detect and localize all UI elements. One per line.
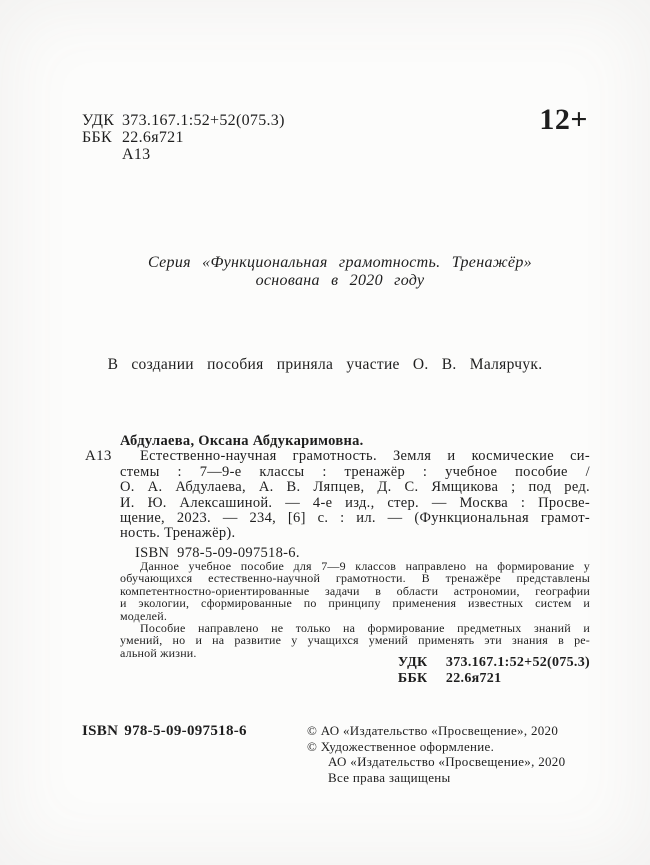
annotation-line: Данное учебное пособие для 7—9 классов направлено на формирование у [140, 559, 590, 573]
udk-line [82, 112, 285, 129]
series-line-1: Серия «Функциональная грамотность. Тренажёр» [148, 254, 532, 271]
udk-label: УДК [397, 655, 428, 670]
copyright-line: Все права защищены [328, 769, 451, 785]
catalog-entry [85, 433, 590, 561]
copyright-block [307, 723, 565, 785]
udk-value: 373.167.1:52+52(075.3) [445, 655, 590, 670]
catalog-entry-line: И. Ю. Алексашиной. — 4-е изд., стер. — Москва : Просве- [120, 494, 590, 511]
bottom-classifier-block [398, 655, 590, 686]
catalog-entry-author: Абдулаева, Оксана Абдукаримовна. [120, 433, 364, 449]
bbk-line-bottom [398, 671, 590, 687]
bbk-label: ББК [82, 129, 112, 146]
series-line-2: основана в 2020 году [255, 272, 425, 289]
series-note [30, 254, 650, 290]
author-code-line [82, 146, 285, 163]
catalog-entry-code: А13 [85, 448, 112, 465]
annotation-line: обучающихся естественно-научной грамотности. В тренажёре представлены [120, 571, 590, 586]
annotation-line: моделей. [120, 608, 168, 623]
copyright-line: © Художественное оформление. [307, 738, 495, 754]
catalog-entry-line: стемы : 7—9-е классы : тренажёр : учебное пособие / [120, 463, 590, 480]
copyright-line: © АО «Издательство «Просвещение», 2020 [307, 723, 559, 738]
catalog-entry-line: О. А. Абдулаева, А. В. Ляпцев, Д. С. Ямщикова ; под ред. [120, 479, 590, 496]
age-rating-badge: 12+ [539, 103, 588, 136]
catalog-entry-isbn: ISBN 978-5-09-097518-6. [135, 544, 300, 561]
top-classifier-block [82, 112, 285, 163]
annotation-line: альной жизни. [120, 645, 197, 660]
annotation-line: умений, но и на развитие у учащихся умений применять эти знания в ре- [120, 633, 590, 648]
annotation-line: и экологии, сформированные по принципу применения известных систем и [120, 596, 590, 611]
bbk-label: ББК [397, 670, 428, 686]
copyright-line: АО «Издательство «Просвещение», 2020 [328, 754, 566, 769]
participation-note: В создании пособия приняла участие О. В. Малярчук. [107, 356, 543, 373]
bbk-line [82, 129, 285, 146]
author-code-spacer [82, 146, 122, 163]
annotation-block [120, 560, 590, 659]
udk-label: УДК [82, 112, 115, 129]
catalog-entry-line: щение, 2023. — 234, [6] с. : ил. — (Функциональная грамот- [120, 510, 590, 527]
annotation-line: Пособие направлено не только на формирование предметных знаний и [140, 621, 590, 636]
udk-line-bottom [398, 655, 590, 671]
udk-value: 373.167.1:52+52(075.3) [122, 112, 285, 129]
author-code: А13 [122, 146, 151, 163]
bbk-value: 22.6я721 [122, 129, 184, 146]
bbk-value: 22.6я721 [445, 670, 502, 686]
catalog-entry-line: ность. Тренажёр). [120, 525, 236, 542]
annotation-line: компетентностно-ориентированные задачи в области астрономии, географии [120, 583, 590, 598]
footer-isbn: ISBN 978-5-09-097518-6 [82, 723, 247, 739]
catalog-entry-line: Естественно-научная грамотность. Земля и космические си- [140, 448, 590, 465]
